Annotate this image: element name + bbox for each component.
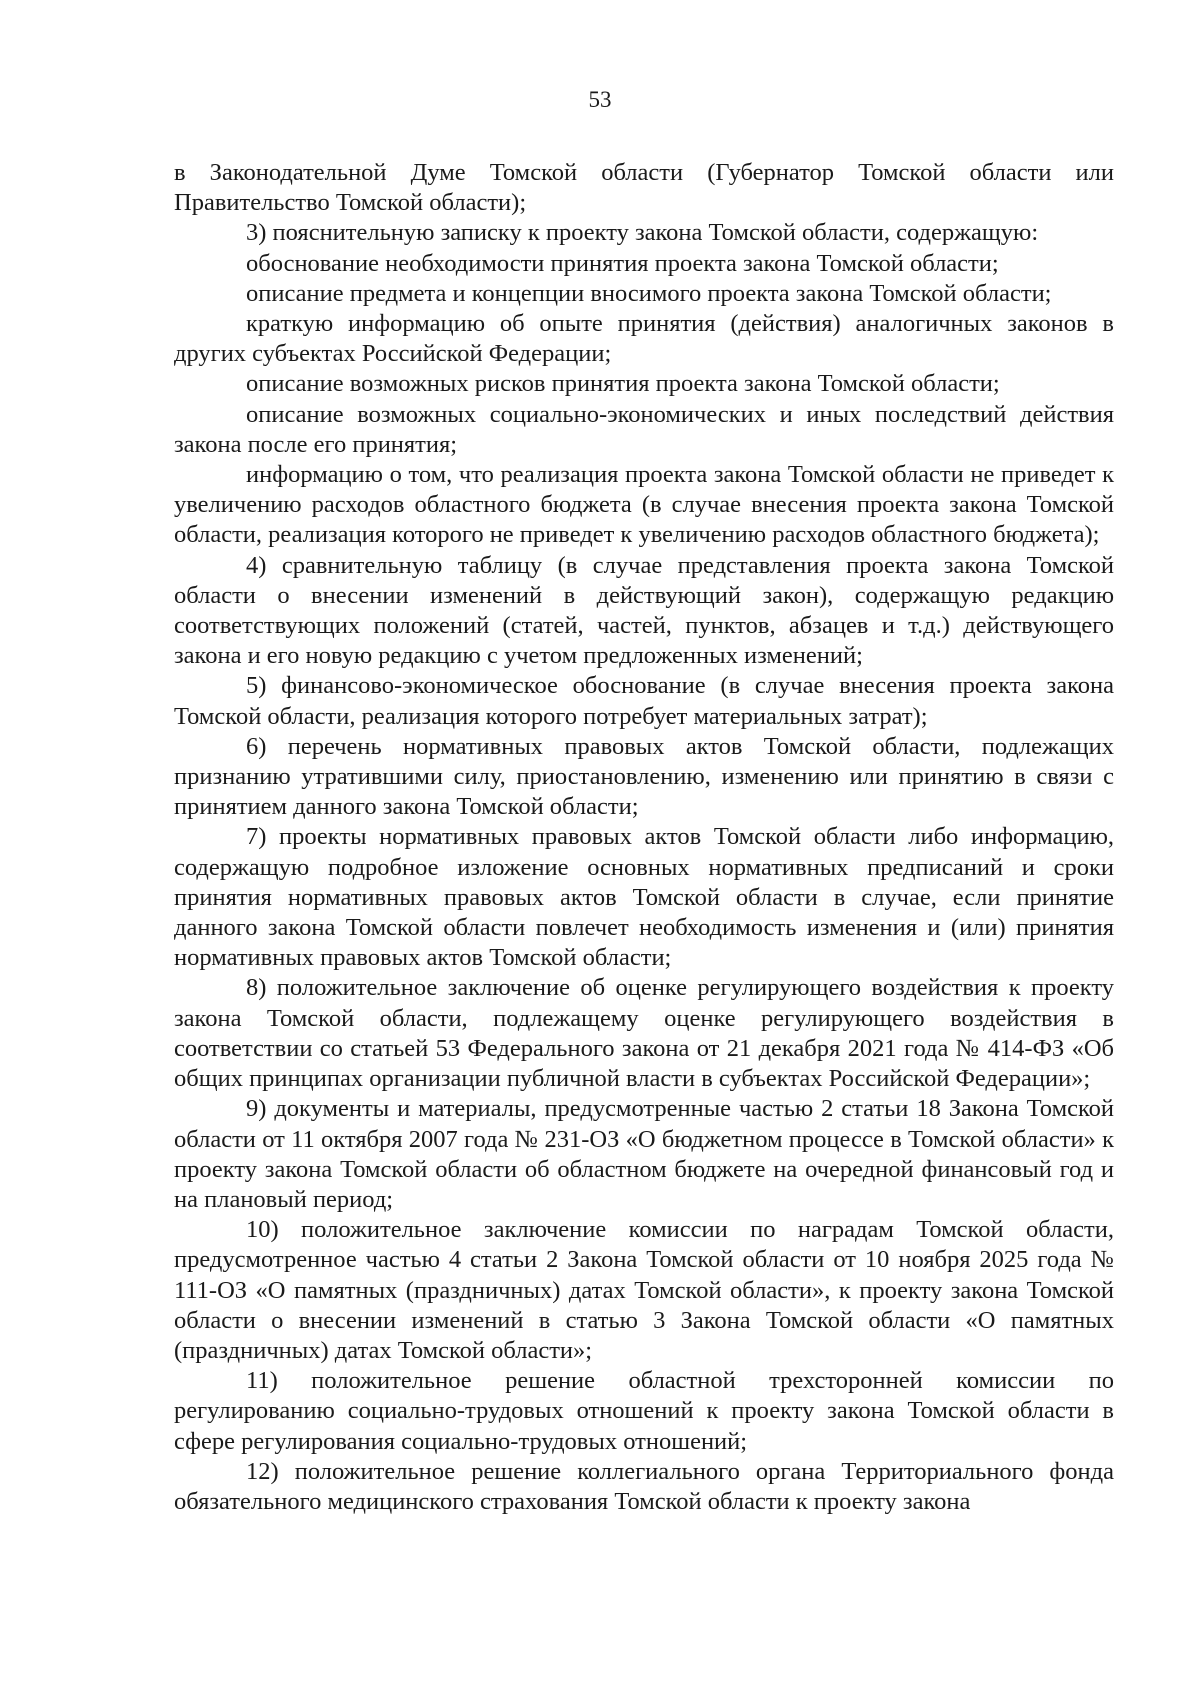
paragraph-subitem: информацию о том, что реализация проекта закона Томской области не приведет к увеличению расходов областного бюджета (в случае внесения проекта закона Томской области, реализация которого не приведет к увеличению расходов областного бюджета); <box>174 461 1114 549</box>
paragraph-item-6: 6) перечень нормативных правовых актов Томской области, подлежащих признанию утратившими силу, приостановлению, изменению или принятию в связи с принятием данного закона Томской области; <box>174 732 1114 821</box>
paragraph-item-5: 5) финансово-экономическое обоснование (в случае внесения проекта закона Томской области, реализация которого потребует материальных затрат); <box>174 672 1114 730</box>
document-body <box>174 158 1114 1517</box>
paragraph-item-8: 8) положительное заключение об оценке регулирующего воздействия к проекту закона Томской области, подлежащему оценке регулирующего воздействия в соответствии со статьей 53 Федерального закона от 21 декабря 2021 года № 414-ФЗ «Об общих принципах организации публичной власти в субъектах Российской Федерации»; <box>174 974 1114 1093</box>
paragraph-subitem: описание возможных рисков принятия проекта закона Томской области; <box>246 370 1000 398</box>
paragraph-subitem: обоснование необходимости принятия проекта закона Томской области; <box>246 249 999 277</box>
paragraph-subitem: краткую информацию об опыте принятия (действия) аналогичных законов в других субъектах Российской Федерации; <box>174 310 1114 368</box>
paragraph-item-11: 11) положительное решение областной трехсторонней комиссии по регулированию социально-трудовых отношений к проекту закона Томской области в сфере регулирования социально-трудовых отношений; <box>174 1367 1114 1455</box>
paragraph-continuation: в Законодательной Думе Томской области (Губернатор Томской области или Правительство Томской области); <box>174 159 1114 217</box>
page-number: 53 <box>588 87 612 112</box>
paragraph-subitem: описание возможных социально-экономических и иных последствий действия закона после его принятия; <box>174 400 1114 458</box>
paragraph-item-3: 3) пояснительную записку к проекту закона Томской области, содержащую: <box>246 219 1039 247</box>
paragraph-item-10: 10) положительное заключение комиссии по наградам Томской области, предусмотренное частью 4 статьи 2 Закона Томской области от 10 ноября 2025 года № 111-ОЗ «О памятных (праздничных) датах Томской области», к проекту закона Томской области о внесении изменений в статью 3 Закона Томской области «О памятных (праздничных) датах Томской области»; <box>174 1216 1114 1364</box>
paragraph-item-9: 9) документы и материалы, предусмотренные частью 2 статьи 18 Закона Томской области от 11 октября 2007 года № 231-ОЗ «О бюджетном процессе в Томской области» к проекту закона Томской области об областном бюджете на очередной финансовый год и на плановый период; <box>174 1095 1114 1213</box>
paragraph-item-7: 7) проекты нормативных правовых актов Томской области либо информацию, содержащую подробное изложение основных нормативных предписаний и сроки принятия нормативных правовых актов Томской области в случае, если принятие данного закона Томской области повлечет необходимость изменения и (или) принятия нормативных правовых актов Томской области; <box>174 823 1114 972</box>
paragraph-subitem: описание предмета и концепции вносимого проекта закона Томской области; <box>246 279 1052 307</box>
paragraph-item-4: 4) сравнительную таблицу (в случае представления проекта закона Томской области о внесении изменений в действующий закон), содержащую редакцию соответствующих положений (статей, частей, пунктов, абзацев и т.д.) действующего закона и его новую редакцию с учетом предложенных изменений; <box>174 551 1114 670</box>
paragraph-item-12: 12) положительное решение коллегиального органа Территориального фонда обязательного медицинского страхования Томской области к проекту закона <box>174 1457 1114 1515</box>
